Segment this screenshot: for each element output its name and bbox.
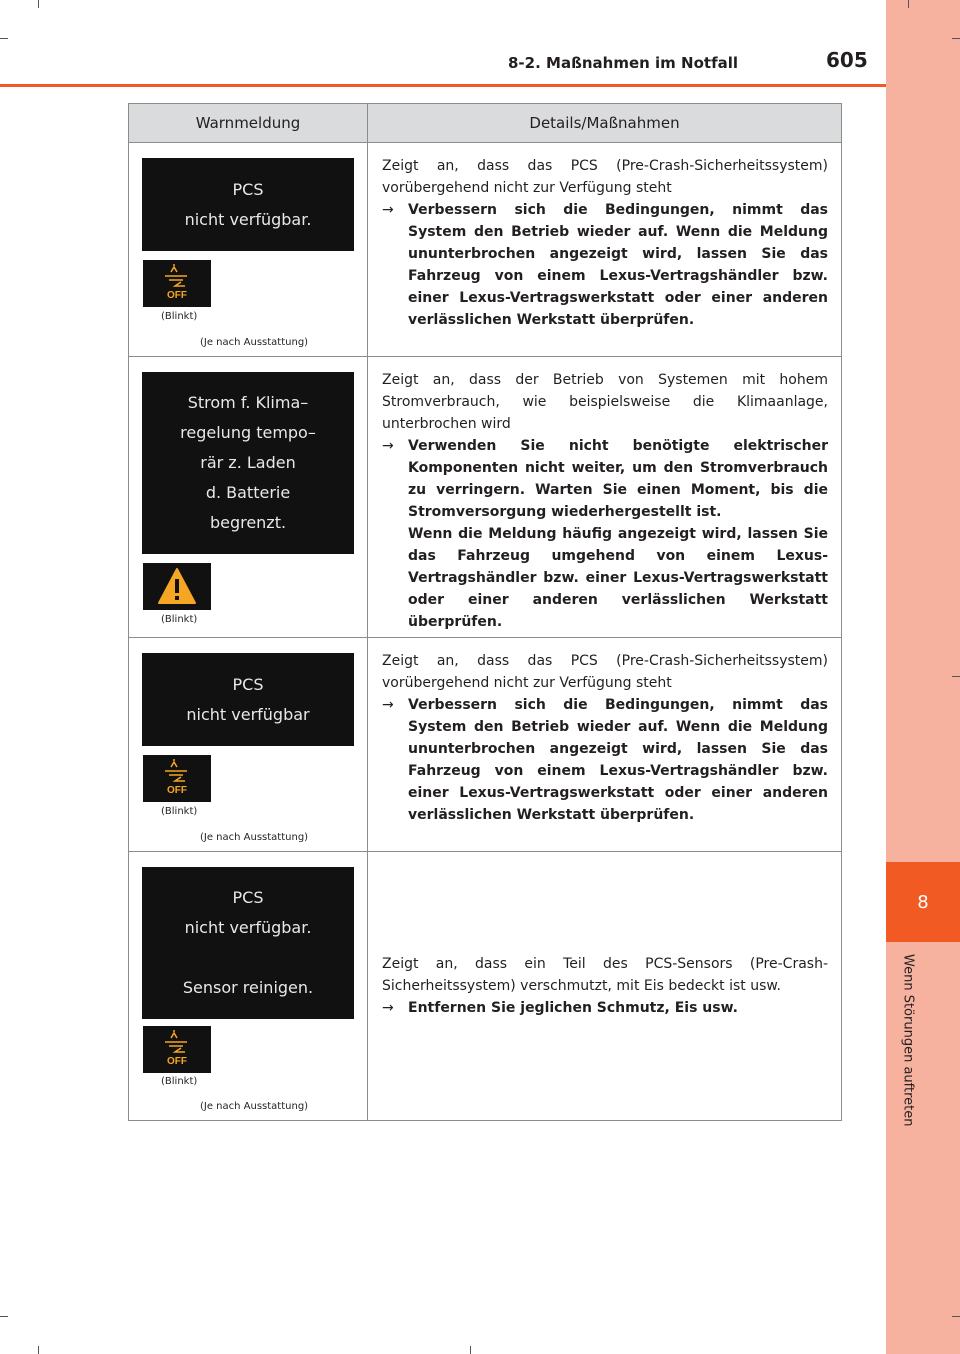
crop-mark <box>0 1316 8 1317</box>
crop-mark <box>952 1316 960 1317</box>
chapter-title: Wenn Störungen auftreten <box>900 954 916 1127</box>
pcs-off-icon <box>143 1026 211 1073</box>
display-line: nicht verfügbar <box>186 704 310 724</box>
equipment-note: (Je nach Ausstattung) <box>200 832 309 843</box>
warning-cell <box>129 143 368 357</box>
table-row <box>129 143 842 357</box>
action-item <box>382 435 828 523</box>
action-item <box>382 694 828 826</box>
warning-cell <box>129 357 368 638</box>
display-line: d. Batterie <box>205 483 291 502</box>
display-line: PCS <box>232 674 264 694</box>
column-header-details: Details/Maßnahmen <box>368 104 842 143</box>
arrow-icon: → <box>382 438 394 454</box>
blink-note: (Blinkt) <box>161 1076 198 1087</box>
description-text: Zeigt an, dass das PCS (Pre-Crash-Sicherheitssystem) vorübergehend nicht zur Verfügung steht <box>382 653 828 691</box>
arrow-icon: → <box>382 697 394 713</box>
blink-note: (Blinkt) <box>161 614 198 625</box>
display-line: begrenzt. <box>209 513 287 532</box>
display-line <box>142 943 354 973</box>
crop-mark <box>908 0 909 8</box>
arrow-icon: → <box>382 1000 394 1016</box>
blink-note: (Blinkt) <box>161 311 198 322</box>
pcs-off-icon <box>143 755 211 802</box>
action-text: Entfernen Sie jeglichen Schmutz, Eis usw. <box>408 1000 738 1016</box>
table-row <box>129 852 842 1121</box>
warning-cell <box>129 852 368 1121</box>
table-row <box>129 638 842 852</box>
page-number: 605 <box>826 48 868 72</box>
master-warning-icon <box>143 563 211 610</box>
warning-table <box>128 103 842 1121</box>
lamp-off-label: OFF <box>167 1056 187 1067</box>
crop-mark <box>952 676 960 677</box>
display-message-screen <box>142 653 354 746</box>
table-row <box>129 357 842 638</box>
table-header-row <box>129 104 842 143</box>
section-title: 8-2. Maßnahmen im Notfall <box>508 54 738 72</box>
display-line: Sensor reinigen. <box>182 978 314 997</box>
display-line: PCS <box>232 179 264 199</box>
action-extra-text: Wenn die Meldung häufig angezeigt wird, lassen Sie das Fahrzeug umgehend von einem Lexus-Vertragshändler bzw. einer Lexus-Vertragswerkstatt oder einer anderen verlässlichen Werkstatt überprüfen. <box>408 526 828 630</box>
details-cell <box>368 852 842 1121</box>
display-line: nicht verfügbar. <box>184 918 312 937</box>
crop-mark <box>38 0 39 8</box>
crop-mark <box>952 38 960 39</box>
description-text: Zeigt an, dass ein Teil des PCS-Sensors (Pre-Crash-Sicherheitssystem) verschmutzt, mit Eis bedeckt ist usw. <box>382 956 828 994</box>
warning-cell <box>129 638 368 852</box>
action-item <box>382 199 828 331</box>
lamp-off-label: OFF <box>167 785 187 796</box>
action-text: Verbessern sich die Bedingungen, nimmt das System den Betrieb wieder auf. Wenn die Meldung ununterbrochen angezeigt wird, lassen Sie das Fahrzeug von einem Lexus-Vertragshändler bzw. einer Lexus-Vertragswerkstatt oder einer anderen verlässlichen Werkstatt überprüfen. <box>408 697 828 823</box>
details-cell <box>368 638 842 852</box>
action-text: Verwenden Sie nicht benötigte elektrischer Komponenten nicht weiter, um den Stromverbrauch zu verringern. Warten Sie einen Moment, bis die Stromversorgung wiederhergestellt ist. <box>408 438 828 520</box>
details-cell <box>368 143 842 357</box>
crop-mark <box>470 1346 471 1354</box>
display-line: nicht verfügbar. <box>184 209 312 229</box>
action-text: Verbessern sich die Bedingungen, nimmt das System den Betrieb wieder auf. Wenn die Meldung ununterbrochen angezeigt wird, lassen Sie das Fahrzeug von einem Lexus-Vertragshändler bzw. einer Lexus-Vertragswerkstatt oder einer anderen verlässlichen Werkstatt überprüfen. <box>408 202 828 328</box>
description-text: Zeigt an, dass der Betrieb von Systemen mit hohem Stromverbrauch, wie beispielsweise die Klimaanlage, unterbrochen wird <box>382 372 828 432</box>
column-header-warning: Warnmeldung <box>129 104 368 143</box>
display-line: rär z. Laden <box>200 453 296 472</box>
lamp-off-label: OFF <box>167 290 187 301</box>
crop-mark <box>0 38 8 39</box>
display-line: Strom f. Klima– <box>187 393 309 412</box>
arrow-icon: → <box>382 202 394 218</box>
equipment-note: (Je nach Ausstattung) <box>200 337 309 348</box>
display-line: PCS <box>232 888 264 907</box>
blink-note: (Blinkt) <box>161 806 198 817</box>
details-cell <box>368 357 842 638</box>
equipment-note: (Je nach Ausstattung) <box>200 1101 309 1112</box>
display-message-screen <box>142 867 354 1019</box>
header-rule <box>0 84 886 87</box>
action-item <box>382 997 828 1019</box>
display-message-screen <box>142 372 354 554</box>
pcs-off-icon <box>143 260 211 307</box>
description-text: Zeigt an, dass das PCS (Pre-Crash-Sicherheitssystem) vorübergehend nicht zur Verfügung steht <box>382 158 828 196</box>
chapter-number: 8 <box>886 862 960 942</box>
crop-mark <box>38 1346 39 1354</box>
display-message-screen <box>142 158 354 251</box>
display-line: regelung tempo– <box>180 423 316 442</box>
